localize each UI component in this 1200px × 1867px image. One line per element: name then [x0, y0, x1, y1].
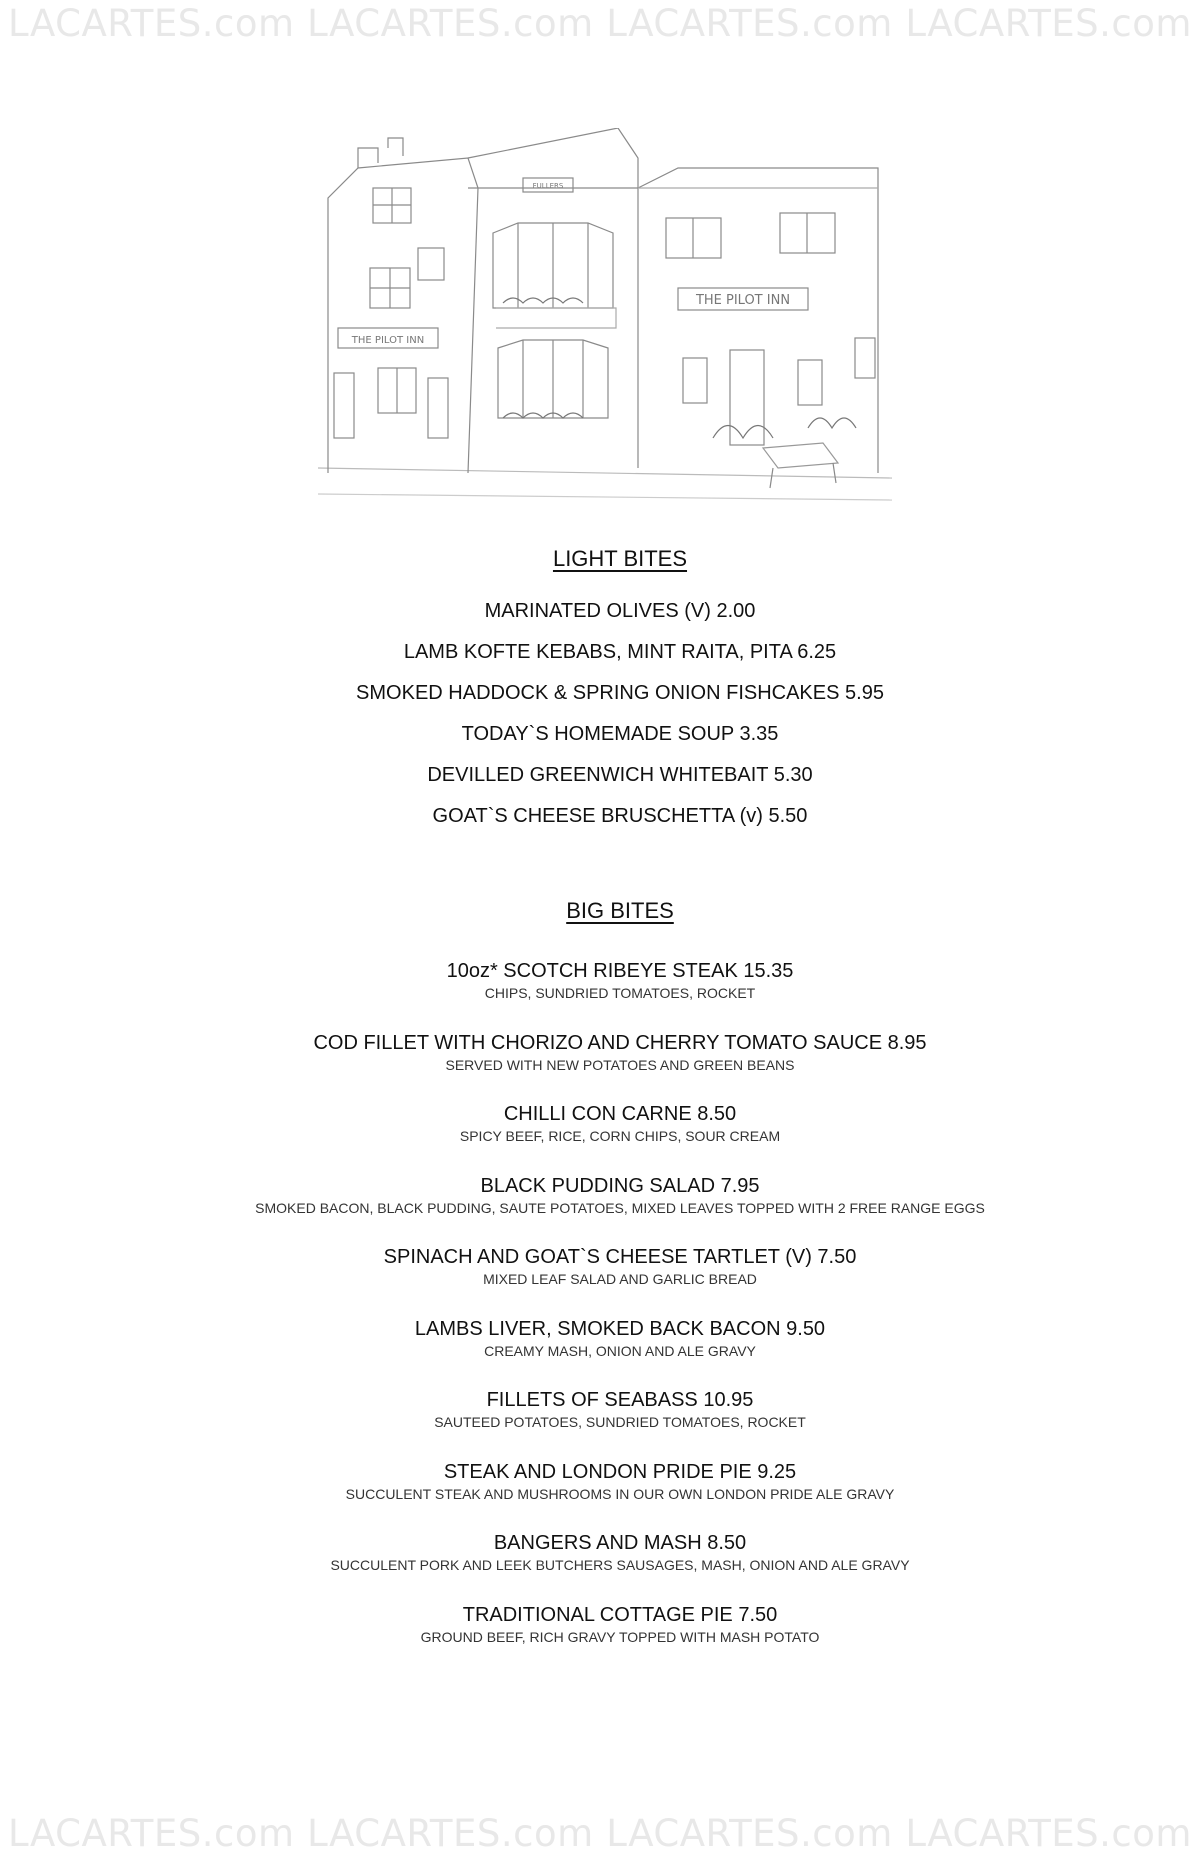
dish-name: CHILLI CON CARNE 8.50 — [503, 1103, 737, 1125]
dish-name: TRADITIONAL COTTAGE PIE 7.50 — [462, 1603, 778, 1626]
pub-illustration — [318, 128, 892, 506]
dish-name: SPINACH AND GOAT`S CHEESE TARTLET (V) 7.50 — [383, 1246, 857, 1268]
light-bites-item: GOAT`S CHEESE BRUSCHETTA (v) 5.50 — [432, 805, 808, 827]
dish-description: SPICY BEEF, RICE, CORN CHIPS, SOUR CREAM — [459, 1128, 781, 1144]
watermark-text: LACARTES.com — [606, 2, 893, 45]
dish-description: CHIPS, SUNDRIED TOMATOES, ROCKET — [484, 985, 756, 1001]
watermark-top — [0, 2, 1200, 45]
pub-sign-text-left: THE PILOT INN — [351, 335, 425, 346]
watermark-text: LACARTES.com — [307, 2, 594, 45]
dish-description: MIXED LEAF SALAD AND GARLIC BREAD — [483, 1271, 757, 1287]
watermark-text: LACARTES.com — [905, 2, 1192, 45]
dish-name: 10oz* SCOTCH RIBEYE STEAK 15.35 — [446, 960, 794, 982]
light-bites-item: MARINATED OLIVES (V) 2.00 — [484, 600, 756, 622]
dish-description: CREAMY MASH, ONION AND ALE GRAVY — [484, 1342, 756, 1359]
big-bites-item — [0, 958, 1200, 1030]
light-bites-list — [0, 596, 1200, 842]
dish-name: STEAK AND LONDON PRIDE PIE 9.25 — [443, 1460, 797, 1483]
light-bites-item: DEVILLED GREENWICH WHITEBAIT 5.30 — [427, 764, 813, 786]
dish-description: SAUTEED POTATOES, SUNDRIED TOMATOES, ROCKET — [434, 1414, 806, 1430]
watermark-text: LACARTES.com — [606, 1812, 893, 1855]
big-bites-item — [0, 1101, 1200, 1173]
big-bites-list — [0, 958, 1200, 1673]
big-bites-item — [0, 1316, 1200, 1388]
pub-sign-text-right: THE PILOT INN — [695, 293, 791, 308]
big-bites-heading: BIG BITES — [566, 898, 674, 923]
watermark-text: LACARTES.com — [905, 1812, 1192, 1855]
watermark-text: LACARTES.com — [307, 1812, 594, 1855]
dish-name: LAMBS LIVER, SMOKED BACK BACON 9.50 — [414, 1317, 826, 1340]
dish-name: COD FILLET WITH CHORIZO AND CHERRY TOMATO SAUCE 8.95 — [313, 1031, 927, 1054]
big-bites-item — [0, 1030, 1200, 1102]
big-bites-item — [0, 1530, 1200, 1602]
watermark-bottom — [0, 1812, 1200, 1855]
dish-name: FILLETS OF SEABASS 10.95 — [486, 1389, 754, 1411]
big-bites-item — [0, 1602, 1200, 1674]
dish-description: GROUND BEEF, RICH GRAVY TOPPED WITH MASH POTATO — [420, 1628, 820, 1645]
light-bites-item: LAMB KOFTE KEBABS, MINT RAITA, PITA 6.25 — [403, 641, 837, 663]
big-bites-item — [0, 1173, 1200, 1245]
light-bites-heading: LIGHT BITES — [552, 546, 688, 571]
watermark-text: LACARTES.com — [8, 1812, 295, 1855]
dish-description: SUCCULENT STEAK AND MUSHROOMS IN OUR OWN LONDON PRIDE ALE GRAVY — [345, 1485, 895, 1502]
dish-name: BANGERS AND MASH 8.50 — [493, 1532, 747, 1554]
light-bites-item: TODAY`S HOMEMADE SOUP 3.35 — [461, 723, 779, 745]
dish-description: SMOKED BACON, BLACK PUDDING, SAUTE POTATOES, MIXED LEAVES TOPPED WITH 2 FREE RANGE EGGS — [255, 1199, 985, 1216]
big-bites-item — [0, 1459, 1200, 1531]
dish-name: BLACK PUDDING SALAD 7.95 — [480, 1174, 760, 1197]
dish-description: SERVED WITH NEW POTATOES AND GREEN BEANS — [445, 1056, 795, 1073]
big-bites-item — [0, 1244, 1200, 1316]
watermark-text: LACARTES.com — [8, 2, 295, 45]
light-bites-item: SMOKED HADDOCK & SPRING ONION FISHCAKES 5.95 — [356, 682, 884, 704]
brewery-sign-text: FULLERS — [532, 182, 564, 190]
dish-description: SUCCULENT PORK AND LEEK BUTCHERS SAUSAGES, MASH, ONION AND ALE GRAVY — [330, 1557, 910, 1573]
big-bites-item — [0, 1387, 1200, 1459]
